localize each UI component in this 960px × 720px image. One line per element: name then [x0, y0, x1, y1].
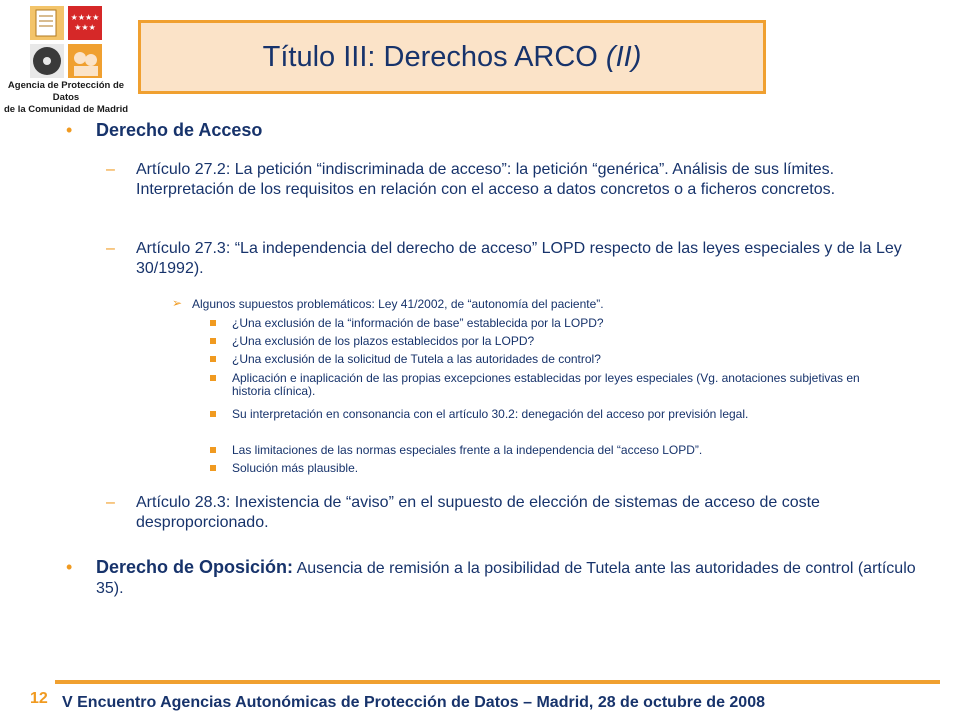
dash-icon: – — [106, 240, 115, 257]
articulo-28-3: Artículo 28.3: Inexistencia de “aviso” en el supuesto de elección de sistemas de acceso de coste desproporcionado. — [136, 494, 820, 531]
square-bullet-icon — [210, 465, 216, 471]
supuesto-item: Las limitaciones de las normas especiales frente a la independencia del “acceso LOPD”. — [232, 443, 703, 457]
square-bullet-icon — [210, 320, 216, 326]
arrow-bullet-icon: ➢ — [172, 296, 183, 310]
supuesto-item: ¿Una exclusión de la solicitud de Tutela a las autoridades de control? — [232, 352, 601, 366]
bullet-icon: • — [66, 120, 73, 140]
articulo-27-3: Artículo 27.3: “La independencia del derecho de acceso” LOPD respecto de las leyes especiales y de la Ley 30/1992). — [136, 240, 902, 277]
svg-text:★★★★: ★★★★ — [70, 13, 100, 22]
heading-derecho-acceso: Derecho de Acceso — [96, 120, 263, 140]
supuesto-item: Su interpretación en consonancia con el artículo 30.2: denegación del acceso por previsión legal. — [232, 407, 749, 421]
dash-icon: – — [106, 161, 115, 178]
square-bullet-icon — [210, 447, 216, 453]
supuesto-item: ¿Una exclusión de la “información de base” establecida por la LOPD? — [232, 316, 604, 330]
square-bullet-icon — [210, 338, 216, 344]
slide-title-main: Título III: Derechos ARCO — [262, 40, 606, 73]
derecho-oposicion — [96, 557, 916, 599]
page-number: 12 — [30, 690, 48, 707]
supuesto-item: ¿Una exclusión de los plazos establecidos por la LOPD? — [232, 334, 535, 348]
logo-caption-line1: Agencia de Protección de Datos — [7, 80, 125, 103]
square-bullet-icon — [210, 375, 216, 381]
articulo-27-2: Artículo 27.2: La petición “indiscriminada de acceso”: la petición “genérica”. Análisis de sus límites. Interpretación de los requisitos en relación con el acceso a datos concretos o a ficheros concretos. — [136, 161, 836, 198]
svg-text:★★★: ★★★ — [74, 23, 96, 32]
supuesto-item: Solución más plausible. — [232, 461, 359, 475]
heading-derecho-oposicion: Derecho de Oposición: — [96, 557, 294, 577]
logo-caption-line2: de la Comunidad de Madrid — [3, 104, 129, 115]
slide-title-italic: (II) — [605, 40, 642, 73]
supuesto-item: Aplicación e inaplicación de las propias excepciones establecidas por leyes especiales (Vg. anotaciones subjetivas en historia clínica). — [232, 371, 860, 398]
footer-divider — [55, 680, 940, 684]
square-bullet-icon — [210, 411, 216, 417]
footer-text: V Encuentro Agencias Autonómicas de Protección de Datos – Madrid, 28 de octubre de 2008 — [62, 694, 765, 711]
dash-icon: – — [106, 494, 115, 511]
bullet-icon: • — [66, 557, 73, 577]
oposicion-text: Ausencia de remisión a la posibilidad de Tutela ante las autoridades de control (artículo 35). — [96, 560, 916, 597]
supuestos-problematicos: Algunos supuestos problemáticos: Ley 41/2002, de “autonomía del paciente”. — [192, 297, 604, 311]
square-bullet-icon — [210, 356, 216, 362]
